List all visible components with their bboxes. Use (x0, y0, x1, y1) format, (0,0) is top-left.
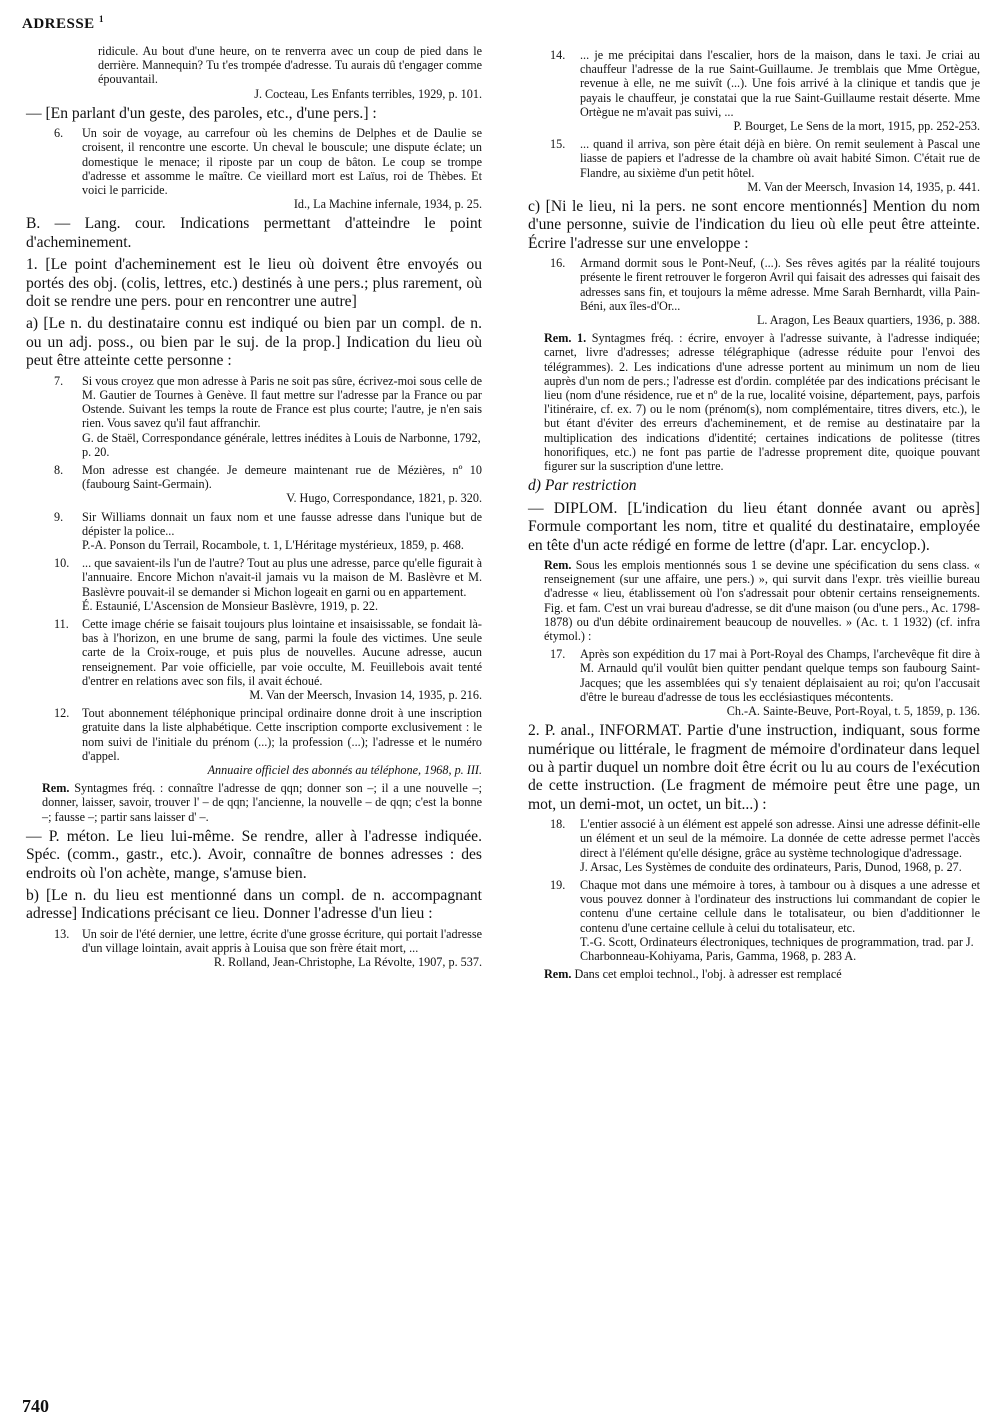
example-number: 19. (550, 878, 566, 892)
example-text: Armand dormit sous le Pont-Neuf, (...). Ses rêves agités par la réalité toujours présente le firent retrouver le forgeron Avril qui faisait des adresses qui faisait des adresses sans fin, et toujours la même adresse. Mme Sarah Bernhardt, villa Pain-Béni, aux îles-d'Or... (580, 256, 980, 313)
example-number: 16. (550, 256, 566, 271)
section-2: 2. P. anal., INFORMAT. Partie d'une instruction, indiquant, sous forme numérique ou littérale, le fragment de mémoire d'ordinateur dans lequel ou à partir duquel un nombre doit être écrit ou lu au cours de l'exécution de cette instruction. (Le fragment de mémoire peut être une page, un mot, un demi-mot, un octet, un bit...) : (528, 722, 980, 813)
example-number: 10. (54, 556, 70, 571)
remark-label: Rem. 1. (544, 331, 587, 346)
example-text: ridicule. Au bout d'une heure, on te renverra avec un coup de pied dans le derrière. Mannequin? Tu t'es trompée d'adresse. Tu aurais dû t'engager comme épouvantail. (98, 44, 482, 87)
remark-2 (544, 331, 980, 473)
example-text: Sir Williams donnait un faux nom et une fausse adresse dans l'unique but de dépister la police... (82, 509, 482, 538)
example-source: T.-G. Scott, Ordinateurs électroniques, techniques de programmation, trad. par J. Charbonneau-Kohiyama, Paris, Gamma, 1968, p. 283 A. (580, 934, 974, 964)
example-12 (26, 706, 482, 777)
remark-4 (544, 967, 980, 981)
example-source: Annuaire officiel des abonnés au téléphone, 1968, p. III. (207, 762, 482, 777)
sense-parlant: — [En parlant d'un geste, des paroles, etc., d'une pers.] : (26, 104, 377, 122)
section-d: d) Par restriction (528, 477, 637, 495)
example-text: Cette image chérie se faisait toujours plus lointaine et insaisissable, se fondait là-bas à l'horizon, en une brume de sang, parmi la foule des victimes. Une seule carte de la Croix-rouge, et puis plus de nouvelles. Aucune adresse, aucun renseignement. Par voie officielle, par voie occulte, M. Feuillebois avait tenté d'entrer en relations avec son fils, il avait échoué. (82, 616, 482, 688)
example-source: É. Estaunié, L'Ascension de Monsieur Baslèvre, 1919, p. 22. (82, 598, 378, 613)
example-source: M. Van der Meersch, Invasion 14, 1935, p. 441. (747, 179, 980, 194)
example-source: P.-A. Ponson du Terrail, Rocambole, t. 1, L'Héritage mystérieux, 1859, p. 468. (82, 537, 464, 552)
example-number: 6. (54, 126, 64, 141)
example-text: Un soir de voyage, au carrefour où les chemins de Delphes et de Daulie se croisent, il rencontre une escorte. Un cheval le bouscule; une dispute éclate; un domestique le menace; il riposte par un coup de bâton. Le coup se trompe d'adresse et assomme le maître. Ce vieillard mort est Laïus, roi de Thèbes. Et voici le parricide. (82, 126, 482, 198)
example-text: Chaque mot dans une mémoire à tores, à tambour ou à disques a une adresse et vous pouvez donner à l'ordinateur des instructions lui commandant de copier le contenu d'une certaine cellule dans le totalisateur, ou bien d'additionner le contenu d'une certaine cellule à celui du totalisateur, etc. (580, 878, 980, 935)
example-14 (528, 48, 980, 133)
example-19 (528, 878, 980, 963)
example-text: Un soir de l'été dernier, une lettre, écrite d'une grosse écriture, qui portait l'adresse d'un village lointain, avait appris à Louisa que son frère était mort, ... (82, 926, 483, 956)
example-15 (528, 137, 980, 194)
example-9 (26, 510, 482, 553)
example-number: 15. (550, 137, 566, 152)
remark-text: Syntagmes fréq. : écrire, envoyer à l'adresse suivante, à l'adresse indiquée; carnet, livre d'adresses; adresse télégraphique (adresse réduite pour l'envoi des télégrammes). 2. Les indications d'une adresse portent au minimum un nom de lieu auprès d'un nom de pers.; l'adresse est d'ordin. complétée par des indications précisant le lieu (nom d'une résidence, rue et nº de la rue, localité voisine, département, pays, parfois l'itinéraire, cf. ex. 7) ou le nom (prénom(s), nom complémentaire, titres divers, etc.), le but étant d'éviter des erreurs d'acheminement, et de remise au destinataire par la multiplication des indications d'identité; certaines indications de politesse (titres honorifiques, etc.) ne font pas partie de l'adresse proprement dite, quoique pouvant figurer sur la suscription d'une lettre. (544, 331, 980, 474)
section-a: a) [Le n. du destinataire connu est indiqué ou bien par un compl. de n. ou un adj. poss., ou bien par le suj. de la prop.] Indication du lieu où peut être atteinte cette personne : (26, 315, 482, 370)
example-text: Si vous croyez que mon adresse à Paris ne soit pas sûre, écrivez-moi sous celle de M. Gautier de Tournes à Genève. Il faut mettre sur l'adresse par la France ou par Ostende. Suivant les temps la route de France est plus courte; l'autre, je n'en sais rien. Vous savez qu'il faut affranchir. (82, 373, 482, 431)
page-number: 740 (22, 1396, 49, 1416)
remark-text: Syntagmes fréq. : connaître l'adresse de qqn; donner son –; il a une nouvelle –; donner, laisser, savoir, trouver l' – de qqn; l'ancienne, la nouvelle – de qqn; c'est la bonne –; fausse –; partir sans laisser d' –. (42, 781, 483, 824)
left-column (26, 44, 482, 973)
example-text: L'entier associé à un élément est appelé son adresse. Ainsi une adresse définit-elle un élément et un seul de la mémoire. La donnée de cette adresse permet l'accès direct à l'élément qu'elle désigne, grâce au système technologique d'adressage. (580, 817, 980, 860)
running-head (22, 14, 104, 33)
sense-meton: — P. méton. Le lieu lui-même. Se rendre, aller à l'adresse indiquée. Spéc. (comm., gastr., etc.). Avoir, connaître de bonnes adresses : des endroits où l'on achète, mange, s'amuse bien. (26, 827, 482, 882)
example-source: Id., La Machine infernale, 1934, p. 25. (293, 197, 482, 212)
remark-text: Sous les emplois mentionnés sous 1 se devine une spécification du sens class. « renseignement (sur une affaire, une pers.) », qui survit dans l'expr. très vieillie bureau d'adresse « lieu, établissement où l'on s'adressait pour obtenir certains renseignements. Fig. et fam. C'est un vrai bureau d'adresse, se dit d'une maison (ou d'une pers., Ac. 1798-1878) ou d'un débite ordinairement beaucoup de nouvelles. » (Ac. t. 1 1932) (cf. infra étymol.) : (544, 557, 980, 643)
remark-label: Rem. (544, 557, 572, 572)
running-head-superscript: 1 (98, 14, 104, 24)
example-continued (26, 44, 482, 101)
example-number: 12. (54, 706, 70, 721)
example-number: 11. (54, 616, 69, 631)
example-text: Tout abonnement téléphonique principal ordinaire donne droit à une inscription gratuite dans la liste alphabétique. Cette inscription comporte exclusivement : le nom suivi de l'initiale du prénom (...); la profession (...); l'adresse et le numéro d'appel. (82, 706, 482, 763)
example-source: J. Cocteau, Les Enfants terribles, 1929, p. 101. (254, 86, 482, 101)
example-13 (26, 927, 482, 970)
right-column (528, 48, 980, 985)
example-source: J. Arsac, Les Systèmes de conduite des ordinateurs, Paris, Dunod, 1968, p. 27. (580, 859, 962, 874)
example-11 (26, 617, 482, 702)
example-number: 14. (550, 48, 566, 62)
example-17 (528, 647, 980, 718)
section-b: b) [Le n. du lieu est mentionné dans un compl. de n. accompagnant adresse] Indications précisant ce lieu. Donner l'adresse d'un lieu : (26, 887, 482, 923)
example-number: 18. (550, 817, 566, 832)
example-source: R. Rolland, Jean-Christophe, La Révolte, 1907, p. 537. (213, 955, 482, 970)
remark-label: Rem. (42, 781, 70, 796)
example-text: Mon adresse est changée. Je demeure maintenant rue de Mézières, nº 10 (faubourg Saint-Germain). (82, 462, 482, 492)
example-text: ... quand il arriva, son père était déjà en bière. On remit seulement à Pascal une liasse de papiers et l'adresse de la chambre où avait habité Simon. C'était rue de Flandre, au sixième d'un petit hôtel. (580, 137, 980, 180)
example-16 (528, 256, 980, 327)
example-source: L. Aragon, Les Beaux quartiers, 1936, p. 388. (756, 313, 980, 328)
example-source: Ch.-A. Sainte-Beuve, Port-Royal, t. 5, 1859, p. 136. (726, 703, 980, 718)
example-text: Après son expédition du 17 mai à Port-Royal des Champs, l'archevêque fit dire à M. Arnauld qu'il voulût bien quitter pendant quelque temps son faubourg Saint-Jacques; que les assemblées qui s'y tenaient déplaisaient au roi; qu'on l'accusait d'être le bureau d'adresse de tous les ecclésiastiques mécontents. (580, 647, 980, 704)
section-B: B. — Lang. cour. Indications permettant d'atteindre le point d'acheminement. (26, 215, 482, 251)
remark-1 (42, 781, 482, 824)
example-text: ... que savaient-ils l'un de l'autre? Tout au plus une adresse, parce qu'elle figurait à l'annuaire. Encore Michon n'avait-il jamais vu la maison de M. Baslèvre et M. Baslèvre pouvait-il se demander si Michon logeait en garni ou en appartement. (82, 556, 482, 599)
example-source: M. Van der Meersch, Invasion 14, 1935, p. 216. (249, 687, 482, 702)
example-number: 7. (54, 373, 64, 388)
example-10 (26, 556, 482, 613)
remark-3 (544, 558, 980, 643)
example-source: V. Hugo, Correspondance, 1821, p. 320. (286, 491, 482, 506)
section-1: 1. [Le point d'acheminement est le lieu où doivent être envoyés ou portés des obj. (colis, lettres, etc.) destinés à une pers.; plus rarement, où doit se rendre une pers. pour en rencontrer une autre] (26, 256, 482, 311)
example-8 (26, 463, 482, 506)
example-source: G. de Staël, Correspondance générale, lettres inédites à Louis de Narbonne, 1792, p. 20. (82, 430, 481, 459)
example-number: 8. (54, 462, 64, 477)
section-c: c) [Ni le lieu, ni la pers. ne sont encore mentionnés] Mention du nom d'une personne, suivie de l'indication du lieu où elle peut être atteinte. Écrire l'adresse sur une enveloppe : (528, 198, 980, 252)
example-source: P. Bourget, Le Sens de la mort, 1915, pp. 252-253. (733, 119, 980, 134)
sense-diplom: — DIPLOM. [L'indication du lieu étant donnée avant ou après] Formule comportant les nom, titre et qualité du destinataire, employée en tête d'un acte rédigé en forme de lettre (d'apr. Lar. encyclop.). (528, 499, 980, 554)
example-6 (26, 126, 482, 211)
example-text: ... je me précipitai dans l'escalier, hors de la maison, dans le taxi. Je criai au chauffeur l'adresse de la rue Saint-Guillaume. Je tremblais que Mme Ortègue, revenue à elle, ne me suivît (...). Une fois arrivé à la clinique et tandis que je payais le chauffeur, je constatai que la rue Saint-Guillaume restait déserte. Mme Ortègue ne m'avait pas suivi, ... (580, 48, 980, 119)
running-head-title: ADRESSE (22, 16, 95, 32)
example-18 (528, 817, 980, 874)
example-7 (26, 374, 482, 459)
example-number: 13. (54, 926, 70, 941)
remark-label: Rem. (544, 967, 572, 982)
remark-text: Dans cet emploi technol., l'obj. à adresser est remplacé (574, 967, 842, 982)
example-number: 17. (550, 647, 566, 662)
example-number: 9. (54, 509, 64, 524)
